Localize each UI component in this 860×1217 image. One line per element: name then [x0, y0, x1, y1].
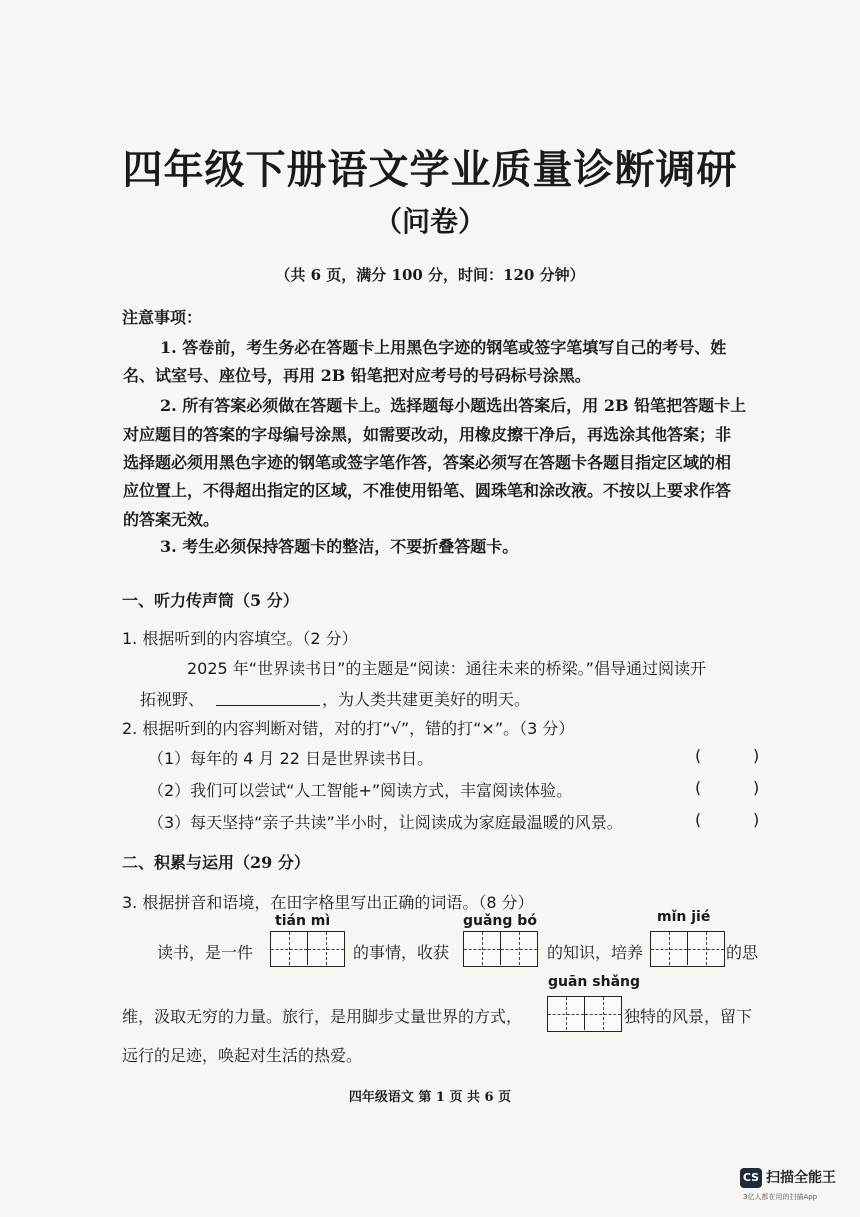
answer-bracket-open[interactable]: (: [695, 746, 702, 765]
pinyin-label: guān shǎng: [548, 974, 641, 990]
answer-bracket-open[interactable]: (: [695, 778, 702, 797]
question-3-text: 维，汲取无穷的力量。旅行，是用脚步丈量世界的方式，: [122, 1007, 523, 1026]
judgement-item: （3）每天坚持“亲子共读”半小时，让阅读成为家庭最温暖的风景。: [148, 813, 623, 832]
fill-blank[interactable]: [216, 705, 320, 706]
question-1-text-after-blank: ，为人类共建更美好的明天。: [322, 690, 531, 709]
answer-bracket-close[interactable]: ): [753, 746, 760, 765]
exam-info: （共 6 页，满分 100 分，时间：120 分钟）: [275, 266, 585, 284]
camscanner-watermark: 扫描全能王: [766, 1170, 836, 1186]
judgement-item: （2）我们可以尝试“人工智能+”阅读方式，丰富阅读体验。: [148, 781, 573, 800]
tianzige-box[interactable]: [650, 931, 725, 967]
question-1-text-before-blank: 拓视野、: [140, 690, 205, 709]
page-subtitle: （问卷）: [373, 205, 486, 238]
section-heading-accumulation: 二、积累与运用（29 分）: [122, 853, 310, 872]
note-line: 2. 所有答案必须做在答题卡上。选择题每小题选出答案后，用 2B 铅笔把答题卡上: [160, 396, 747, 415]
note-line: 应位置上，不得超出指定的区域，不准使用铅笔、圆珠笔和涂改液。不按以上要求作答: [123, 481, 732, 500]
note-line: 3. 考生必须保持答题卡的整洁，不要折叠答题卡。: [160, 537, 519, 556]
pinyin-label: tián mì: [275, 913, 331, 929]
question-3-text: 独特的风景，留下: [624, 1007, 753, 1026]
page-title: 四年级下册语文学业质量诊断调研: [122, 146, 738, 193]
question-3-text: 读书，是一件: [157, 943, 254, 962]
question-3-text: 的事情，收获: [353, 943, 450, 962]
notes-heading: 注意事项：: [122, 308, 203, 327]
pinyin-label: mǐn jié: [657, 909, 711, 925]
question-3-text: 远行的足迹，唤起对生活的热爱。: [122, 1046, 363, 1065]
answer-bracket-close[interactable]: ): [753, 778, 760, 797]
tianzige-box[interactable]: [547, 996, 622, 1032]
question-3-text: 的思: [726, 943, 759, 962]
question-3-text: 的知识，培养: [547, 943, 644, 962]
note-line: 1. 答卷前，考生务必在答题卡上用黑色字迹的钢笔或签字笔填写自己的考号、姓: [160, 338, 727, 357]
pinyin-label: guǎng bó: [463, 913, 537, 929]
answer-bracket-close[interactable]: ): [753, 810, 760, 829]
note-line: 名、试室号、座位号，再用 2B 铅笔把对应考号的号码标号涂黑。: [123, 366, 591, 385]
section-heading-listening: 一、听力传声筒（5 分）: [122, 591, 299, 610]
note-line: 选择题必须用黑色字迹的钢笔或签字笔作答，答案必须写在答题卡各题目指定区域的相: [123, 453, 732, 472]
question-2-prompt: 2. 根据听到的内容判断对错，对的打“√”，错的打“×”。（3 分）: [122, 719, 575, 738]
question-1-prompt: 1. 根据听到的内容填空。（2 分）: [122, 629, 358, 648]
question-3-prompt: 3. 根据拼音和语境，在田字格里写出正确的词语。（8 分）: [122, 893, 534, 912]
tianzige-box[interactable]: [463, 931, 538, 967]
note-line: 对应题目的答案的字母编号涂黑，如需要改动，用橡皮擦干净后，再选涂其他答案；非: [123, 425, 732, 444]
camscanner-logo-icon: CS: [740, 1168, 762, 1188]
question-1-text: 2025 年“世界读书日”的主题是“阅读：通往未来的桥梁。”倡导通过阅读开: [187, 659, 706, 678]
note-line: 的答案无效。: [123, 510, 220, 529]
page-footer: 四年级语文 第 1 页 共 6 页: [348, 1090, 512, 1105]
tianzige-box[interactable]: [270, 931, 345, 967]
judgement-item: （1）每年的 4 月 22 日是世界读书日。: [148, 749, 434, 768]
answer-bracket-open[interactable]: (: [695, 810, 702, 829]
camscanner-tagline: 3亿人都在用的扫描App: [743, 1193, 818, 1201]
